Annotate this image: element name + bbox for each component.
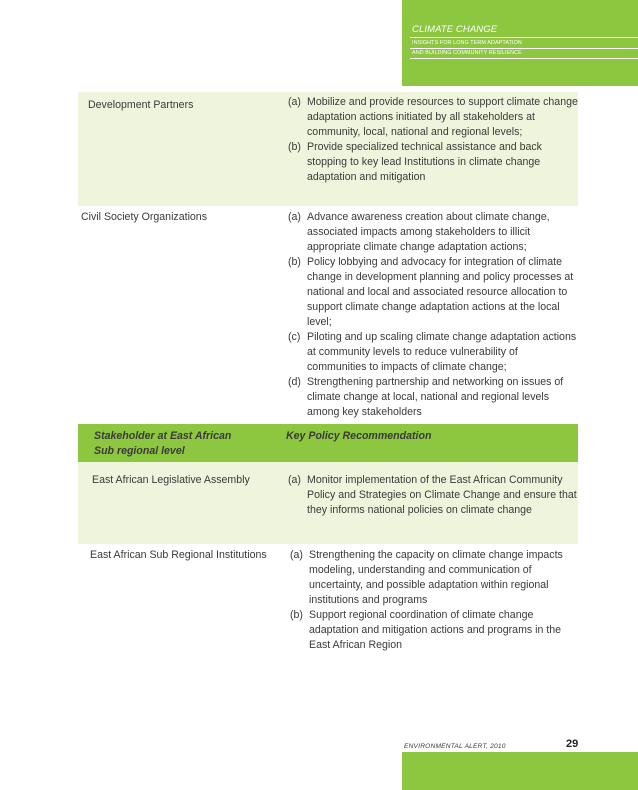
action-text: Strengthening the capacity on climate change impacts modeling, understanding and communication of uncertainty, and possible adaptation within regional institutions and programs — [309, 549, 563, 606]
action-list — [290, 548, 580, 653]
header-divider — [410, 48, 638, 49]
stakeholder-name: East African Legislative Assembly — [92, 474, 250, 486]
action-text: Support regional coordination of climate change adaptation and mitigation actions and programs in the East African Region — [309, 609, 562, 651]
action-label: (d) — [288, 376, 301, 388]
action-item — [288, 255, 578, 330]
action-item — [288, 330, 578, 375]
stakeholder-name: Development Partners — [88, 99, 194, 111]
table-row-eala — [78, 462, 578, 544]
header-divider — [410, 37, 638, 38]
action-label: (b) — [290, 609, 303, 621]
footer-publication: ENVIRONMENTAL ALERT, 2010 — [404, 743, 506, 750]
stakeholder-name: East African Sub Regional Institutions — [90, 549, 267, 561]
action-label: (a) — [288, 474, 301, 486]
action-text: Policy lobbying and advocacy for integration of climate change in development planning and policy processes at national and local and associated resource allocation to support climate change adaptation actions at the local level; — [307, 256, 574, 328]
action-text: Monitor implementation of the East African Community Policy and Strategies on Climate Change and ensure that they informs national policies on climate change — [307, 474, 577, 516]
action-item — [290, 608, 580, 653]
stakeholder-name: Civil Society Organizations — [81, 211, 207, 223]
table-row-sub-regional — [78, 544, 578, 654]
table-row-civil-society — [78, 206, 578, 420]
action-text: Provide specialized technical assistance and back stopping to key lead Institutions in climate change adaptation and mitigation — [307, 141, 542, 183]
footer-band — [402, 752, 638, 790]
action-label: (a) — [288, 96, 301, 108]
action-label: (c) — [288, 331, 301, 343]
action-item — [290, 548, 580, 608]
action-label: (a) — [288, 211, 301, 223]
table-row-development-partners — [78, 92, 578, 206]
header-col-stakeholder-line2: Sub regional level — [94, 445, 185, 457]
action-item — [288, 210, 578, 255]
action-list — [288, 210, 578, 420]
table-header — [78, 424, 578, 462]
action-item — [288, 140, 578, 185]
action-label: (b) — [288, 256, 301, 268]
action-text: Piloting and up scaling climate change adaptation actions at community levels to reduce vulnerability of communities to impacts of climate change; — [307, 331, 577, 373]
action-text: Advance awareness creation about climate change, associated impacts among stakeholders to illicit appropriate climate change adaptation actions; — [307, 211, 550, 253]
page-number: 29 — [566, 738, 579, 750]
action-label: (b) — [288, 141, 301, 153]
action-item — [288, 473, 578, 518]
action-item — [288, 95, 578, 140]
header-subtitle-1: INSIGHTS FOR LONG TERM ADAPTATION — [412, 40, 522, 46]
header-col-stakeholder-line1: Stakeholder at East African — [94, 430, 232, 442]
action-list — [288, 473, 578, 518]
action-item — [288, 375, 578, 420]
header-title: CLIMATE CHANGE — [412, 24, 498, 35]
action-label: (a) — [290, 549, 303, 561]
header-subtitle-2: AND BUILDING COMMUNITY RESILIENCE — [412, 50, 522, 56]
header-col-recommendation: Key Policy Recommendation — [286, 430, 432, 442]
header-col-stakeholder — [94, 429, 231, 459]
header-divider — [410, 58, 638, 59]
action-text: Mobilize and provide resources to support climate change adaptation actions initiated by all stakeholders at community, local, national and regional levels; — [307, 96, 578, 138]
action-list — [288, 95, 578, 185]
action-text: Strengthening partnership and networking on issues of climate change at local, national and regional levels among key stakeholders — [307, 376, 564, 418]
